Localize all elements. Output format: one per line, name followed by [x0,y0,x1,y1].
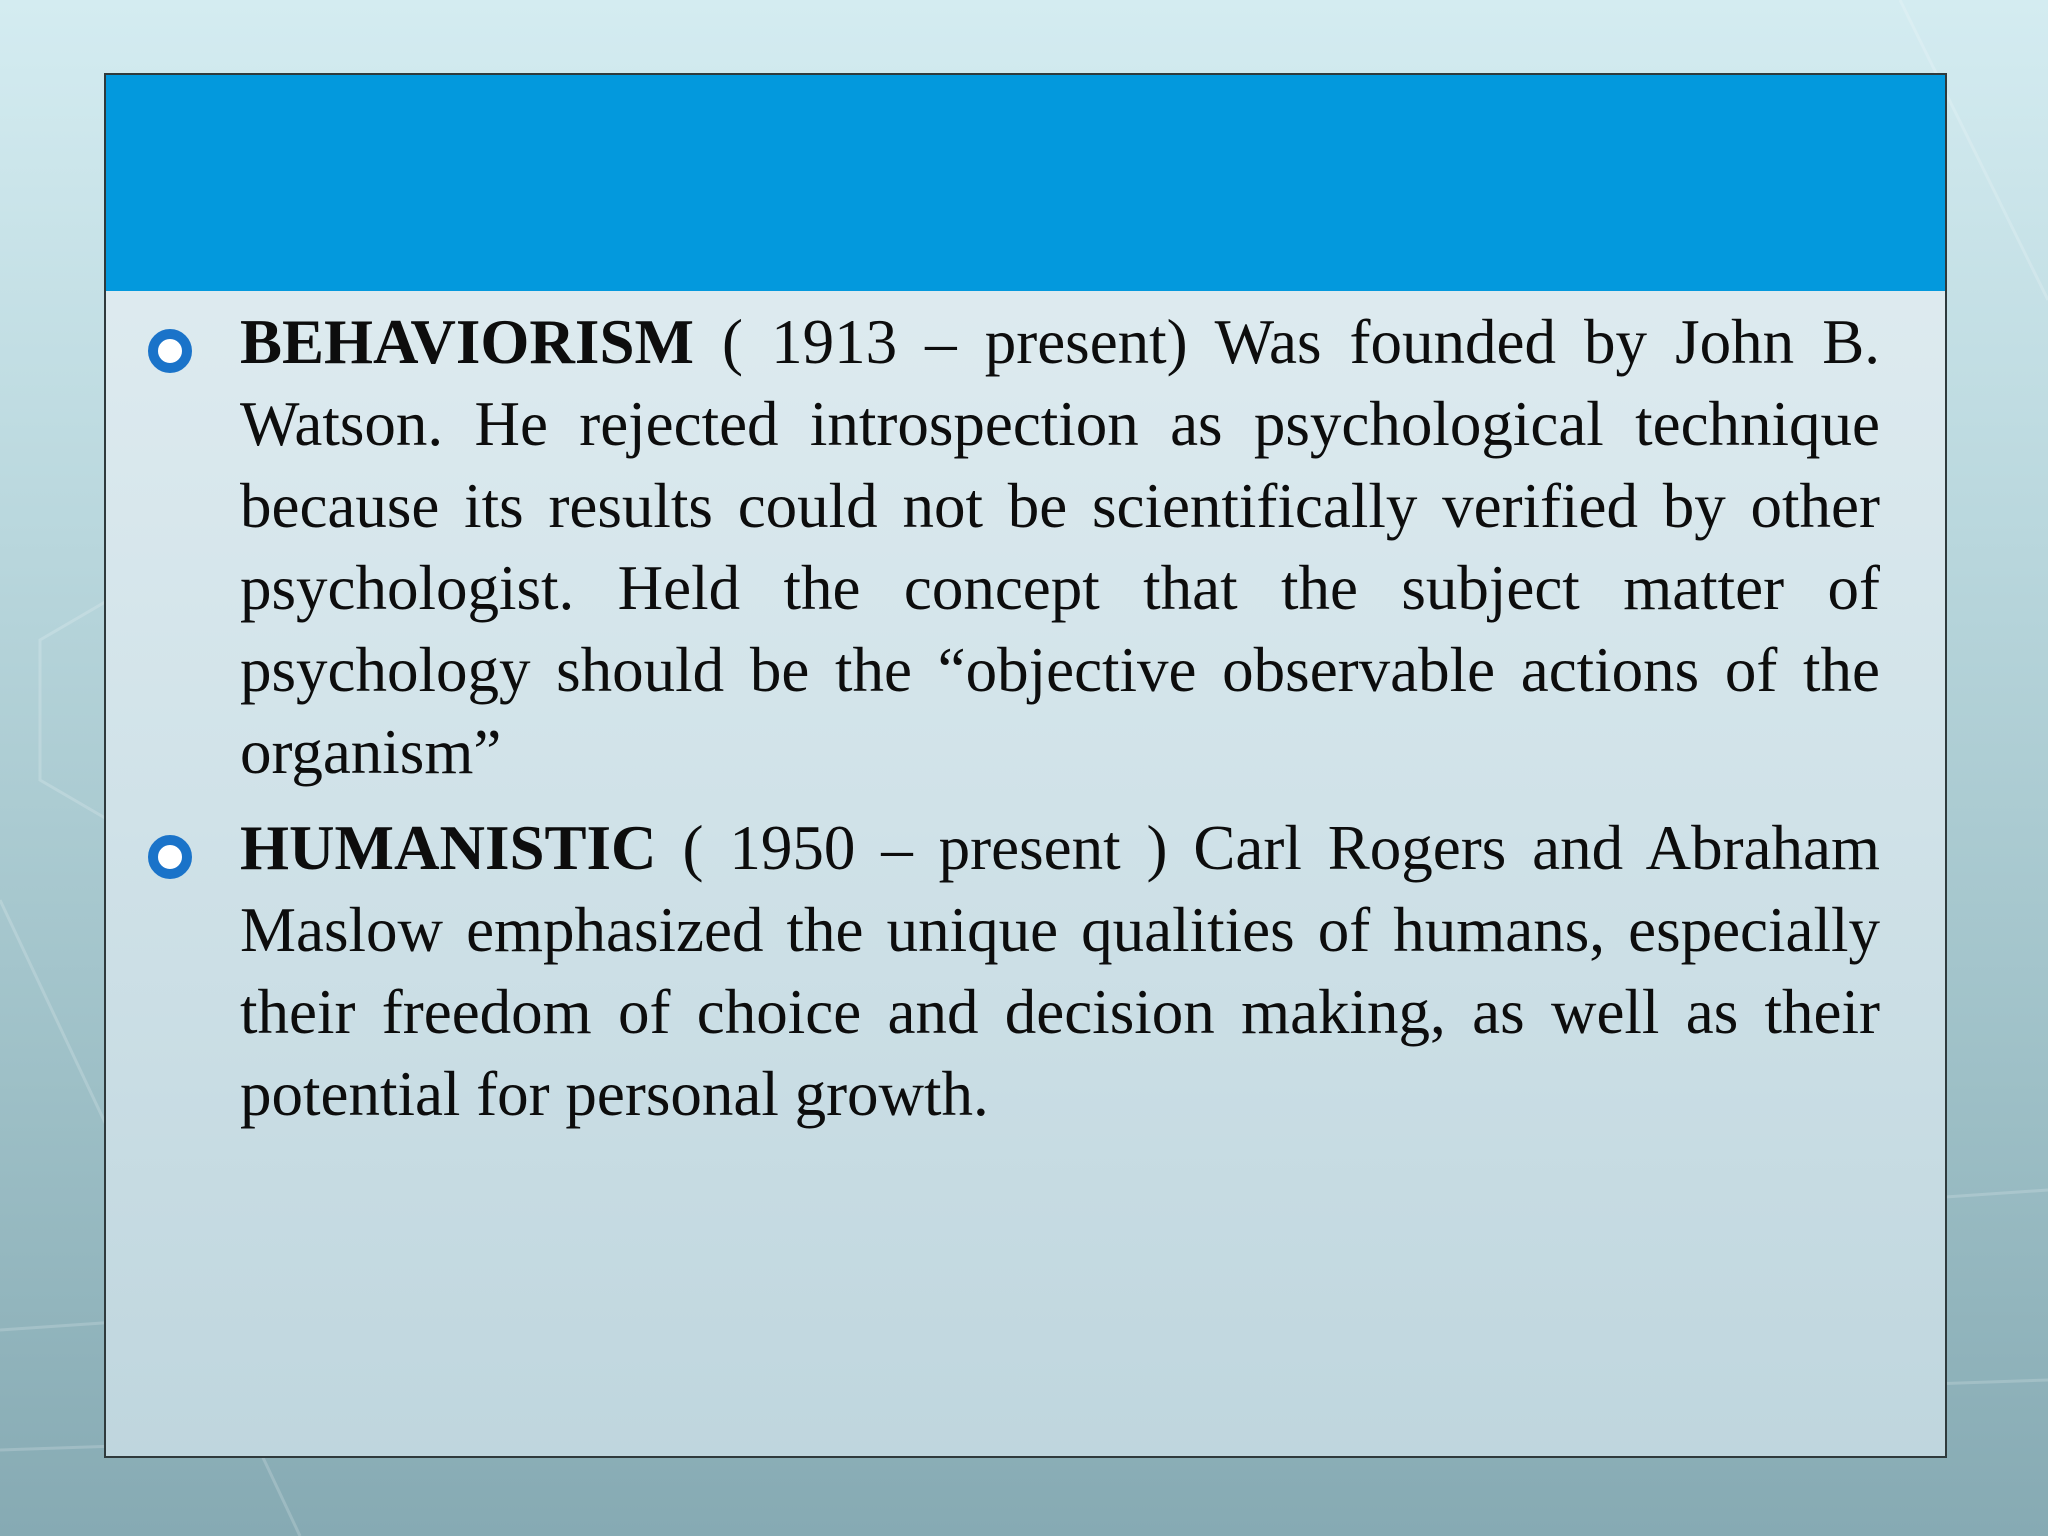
bullet-item-humanistic [140,807,1880,1135]
bullet-term: BEHAVIORISM [240,307,694,377]
slide-title-bar [106,75,1945,291]
circle-bullet-icon [148,835,192,879]
circle-bullet-icon [148,329,192,373]
bullet-text: ( 1913 – present) Was founded by John B. Watson. He rejected introspection as psychological technique because its results could not be scientifically verified by other psychologist. Held the concept that the subject matter of psychology should be the “objective observable actions of the organism” [240,307,1880,787]
bullet-item-behaviorism [140,301,1880,793]
bullet-term: HUMANISTIC [240,813,657,883]
slide-content [140,301,1880,1149]
slide-panel [104,73,1947,1458]
bullet-text: ( 1950 – present ) Carl Rogers and Abraham Maslow emphasized the unique qualities of humans, especially their freedom of choice and decision making, as well as their potential for personal growth. [240,813,1880,1129]
